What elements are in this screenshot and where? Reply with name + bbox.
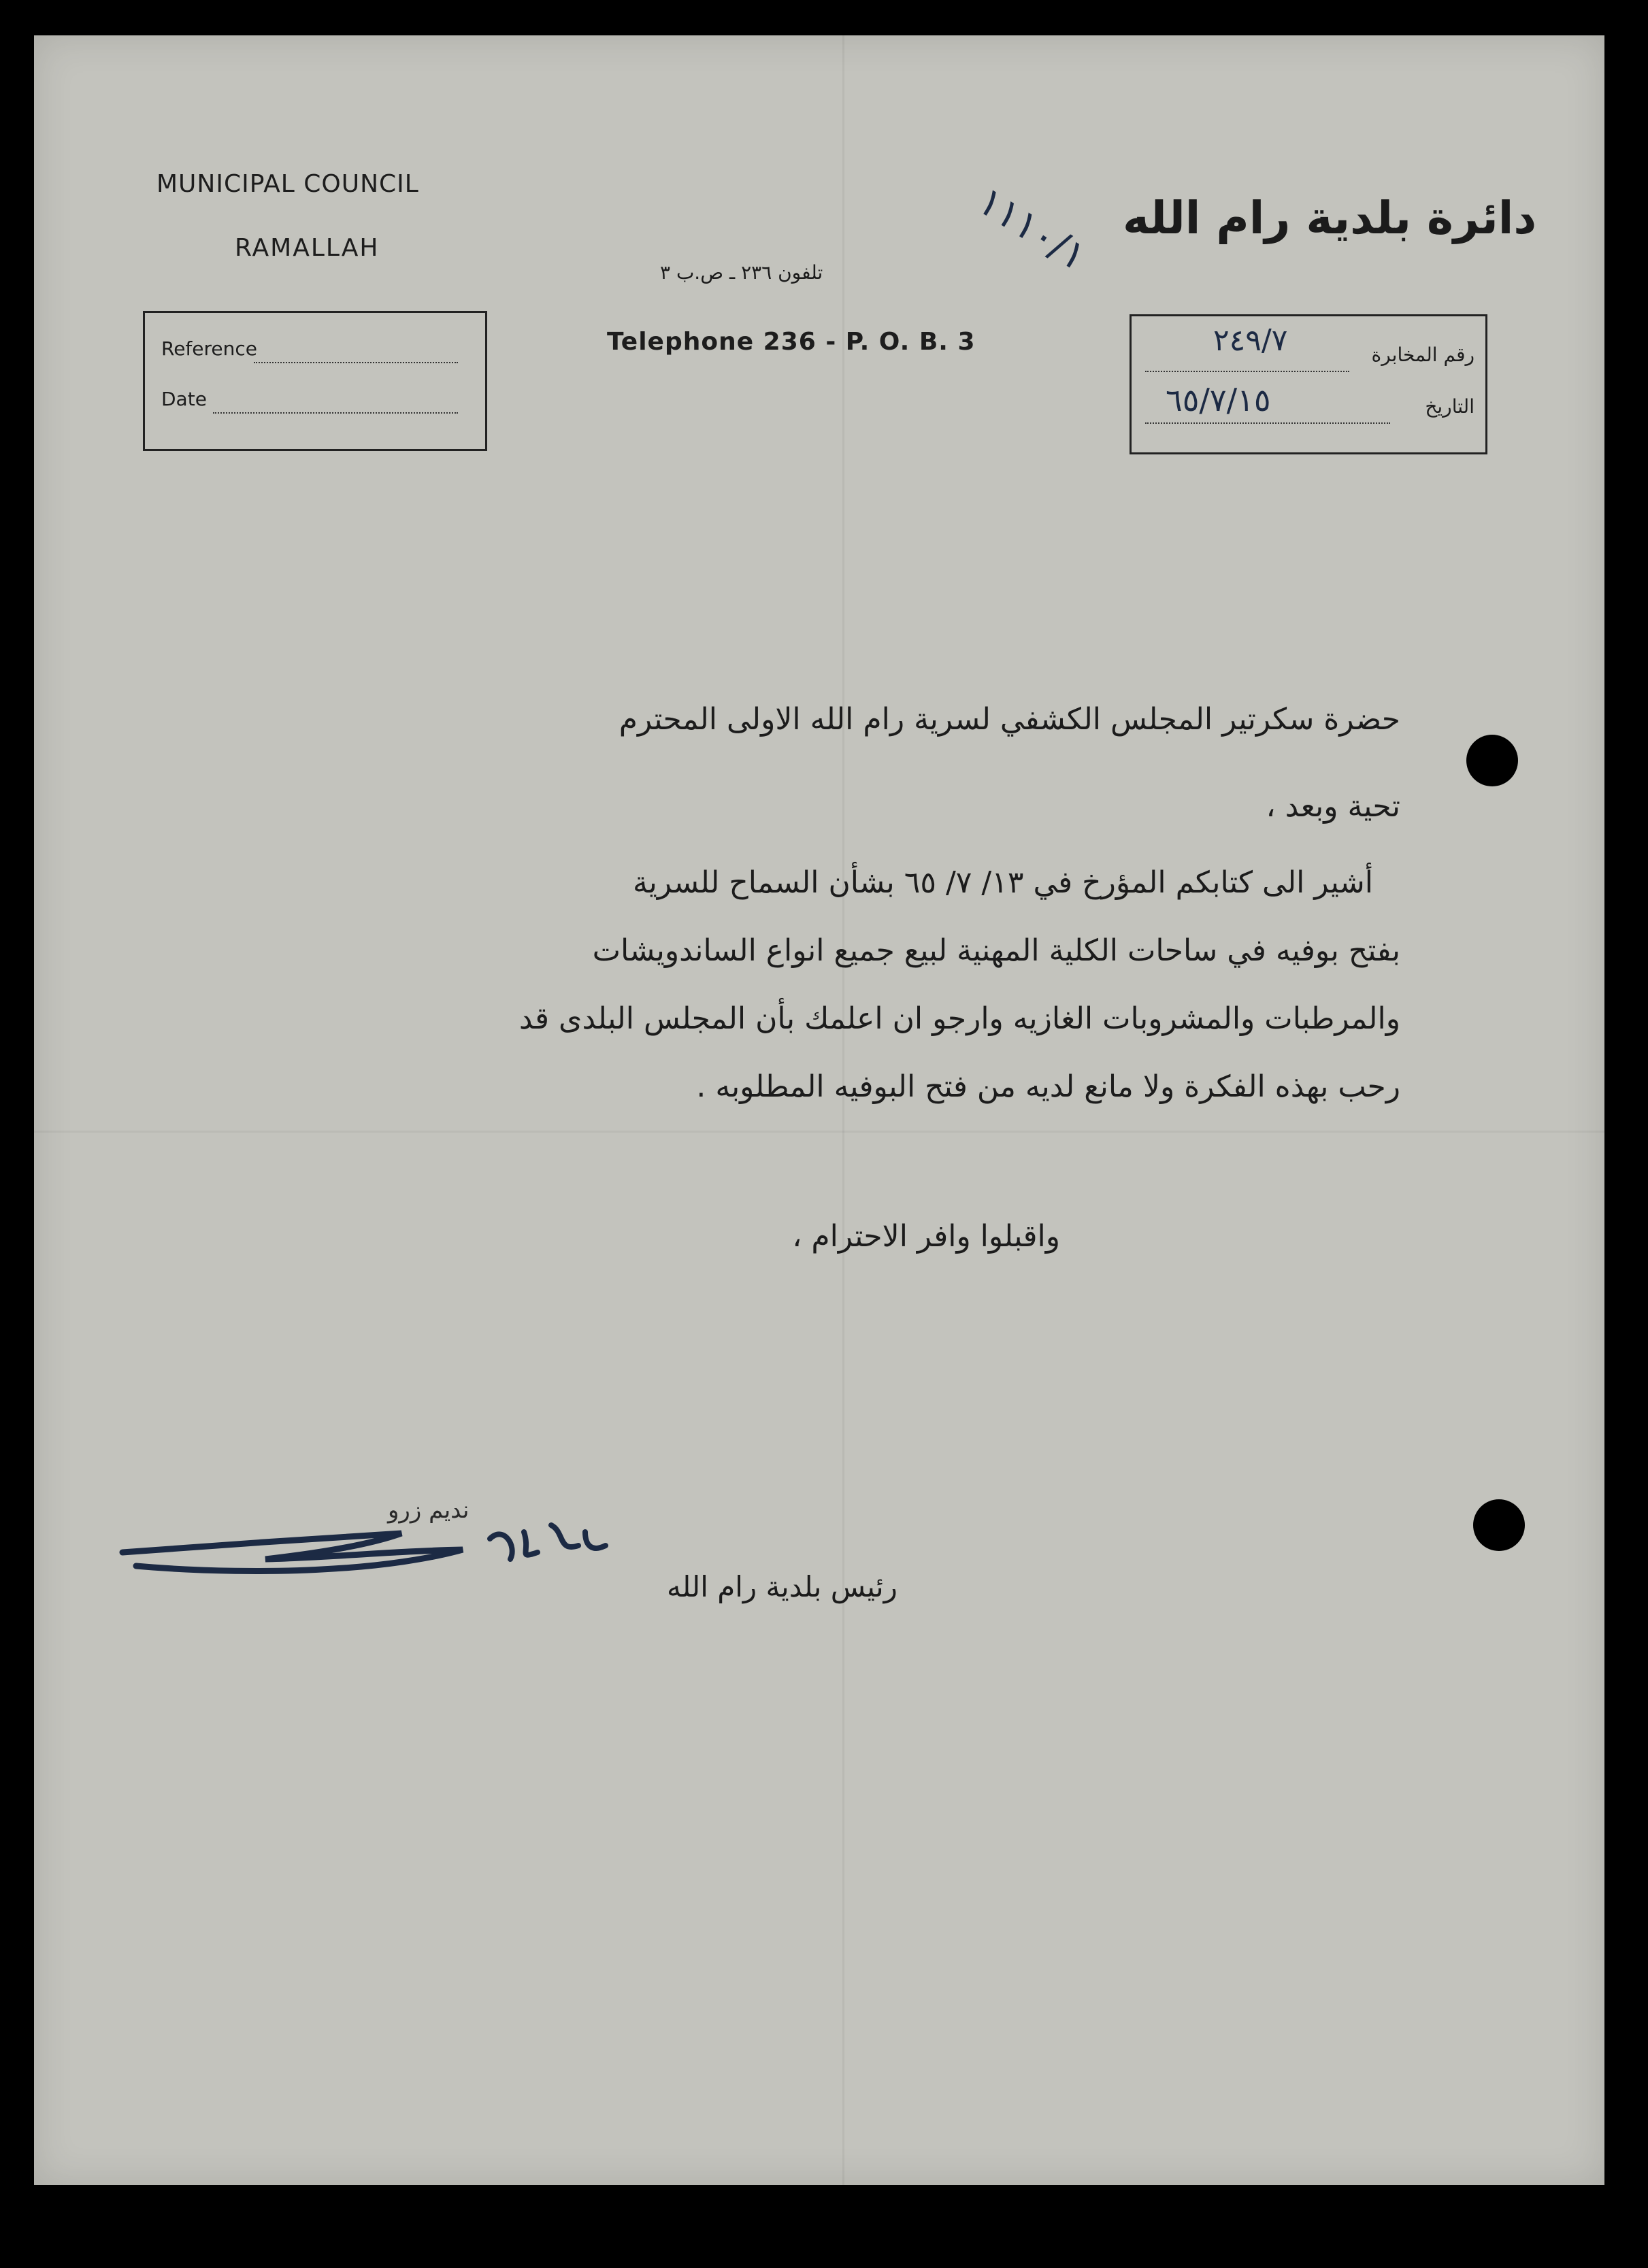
punch-hole: [1466, 735, 1518, 786]
city-name-en: RAMALLAH: [235, 234, 380, 262]
date-line-ar: [1145, 422, 1390, 424]
handwritten-signature: [109, 1518, 640, 1600]
paragraph-line: بفتح بوفيه في ساحات الكلية المهنية لبيع جميع انواع الساندويشات: [592, 933, 1400, 968]
date-value: ٦٥/٧/١٥: [1166, 382, 1271, 418]
reference-box-en: [143, 311, 487, 451]
signatory-title: رئيس بلدية رام الله: [667, 1570, 897, 1603]
phone-en: Telephone 236 - P. O. B. 3: [607, 328, 976, 356]
greeting: تحية وبعد ،: [1266, 789, 1400, 824]
phone-ar: تلفون ٢٣٦ ـ ص.ب ٣: [660, 261, 823, 284]
council-name-en: MUNICIPAL COUNCIL: [156, 170, 419, 198]
municipality-emblem-ar: دائرة بلدية رام الله: [1123, 192, 1537, 244]
date-label-ar: التاريخ: [1425, 395, 1474, 418]
paragraph-line: رحب بهذه الفكرة ولا مانع لديه من فتح البوفيه المطلوبه .: [696, 1069, 1400, 1104]
date-line: [213, 412, 458, 414]
paragraph-line: والمرطبات والمشروبات الغازيه وارجو ان اعلمك بأن المجلس البلدى قد: [518, 1001, 1400, 1036]
salutation: حضرة سكرتير المجلس الكشفي لسرية رام الله الاولى المحترم: [619, 702, 1400, 737]
reference-line-ar: [1145, 371, 1349, 372]
reference-value: ٢٤٩/٧: [1213, 323, 1288, 358]
date-label: Date: [161, 388, 207, 410]
punch-hole: [1473, 1499, 1525, 1551]
reference-label: Reference: [161, 337, 257, 360]
paragraph-line: أشير الى كتابكم المؤرخ في ١٣/ ٧/ ٦٥ بشأن السماح للسرية: [633, 865, 1373, 900]
reference-box-ar: [1130, 314, 1487, 454]
paper-fold-vertical: [842, 35, 844, 2185]
closing: واقبلوا وافر الاحترام ،: [792, 1219, 1060, 1254]
margin-note: ١١١٠/١: [970, 177, 1096, 280]
letter-sheet: [34, 35, 1604, 2185]
signatory-name: نديم زرو: [388, 1497, 469, 1524]
paper-fold-horizontal: [34, 1131, 1604, 1133]
reference-label-ar: رقم المخابرة: [1371, 344, 1474, 366]
reference-line: [254, 362, 458, 363]
